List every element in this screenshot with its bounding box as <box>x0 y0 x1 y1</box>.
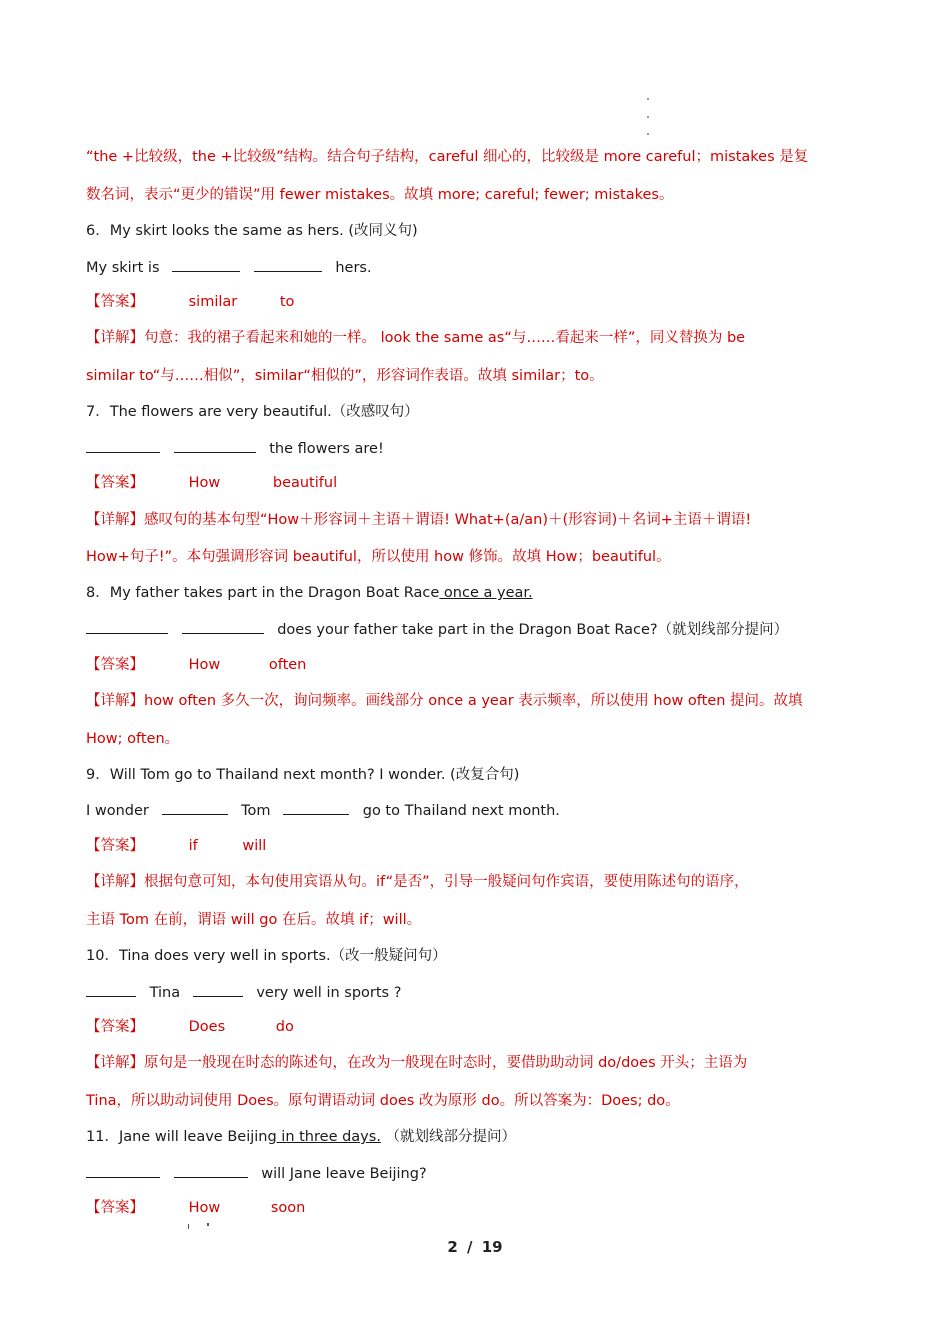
question-text: 8．My father takes part in the Dragon Boat Race <box>86 585 440 601</box>
answer-line <box>86 1017 294 1037</box>
answer-label: 【答案】 <box>86 1019 144 1035</box>
question-text: 11．Jane will leave Beijing <box>86 1129 277 1145</box>
answer-blank[interactable] <box>174 438 256 453</box>
answer-blank[interactable] <box>86 982 136 997</box>
answer-blank[interactable] <box>86 438 160 453</box>
prompt-text: My skirt is <box>86 260 160 276</box>
underlined-phrase: in three days. <box>276 1129 381 1145</box>
question-9: 9．Will Tom go to Thailand next month? I wonder. (改复合句) <box>86 767 520 783</box>
prompt-text: Tom <box>241 803 271 819</box>
prompt-text: go to Thailand next month. <box>362 803 560 819</box>
page-separator: / <box>467 1238 473 1256</box>
answer-value: if <box>188 838 198 854</box>
answer-blank[interactable] <box>174 1163 248 1178</box>
explanation-line: Tina，所以助动词使用 Does。原句谓语动词 does 改为原形 do。所以答案为：Does; do。 <box>86 1093 680 1109</box>
answer-label: 【答案】 <box>86 657 144 673</box>
explanation-line: 【详解】原句是一般现在时态的陈述句，在改为一般现在时态时，要借助助动词 do/does 开头；主语为 <box>86 1055 748 1071</box>
question-6: 6．My skirt looks the same as hers. (改同义句) <box>86 223 418 239</box>
stray-mark <box>207 1223 209 1226</box>
question-7-prompt <box>86 438 384 459</box>
prompt-text: does your father take part in the Dragon Boat Race?（就划线部分提问） <box>277 622 789 638</box>
question-10: 10．Tina does very well in sports.（改一般疑问句） <box>86 948 447 964</box>
explanation-line: 【详解】根据句意可知，本句使用宾语从句。if“是否”，引导一般疑问句作宾语，要使用陈述句的语序， <box>86 874 749 890</box>
explanation-line: How+句子!”。本句强调形容词 beautiful，所以使用 how 修饰。故填 How；beautiful。 <box>86 549 671 565</box>
explanation-line: similar to“与……相似”，similar“相似的”，形容词作表语。故填 similar；to。 <box>86 368 604 384</box>
answer-blank[interactable] <box>86 1163 160 1178</box>
prompt-text: will Jane leave Beijing? <box>261 1166 427 1182</box>
prompt-text: hers. <box>335 260 372 276</box>
answer-value: to <box>279 294 295 310</box>
answer-line <box>86 836 266 856</box>
question-10-prompt <box>86 982 401 1003</box>
answer-value: do <box>275 1019 294 1035</box>
question-7: 7．The flowers are very beautiful.（改感叹句） <box>86 404 419 420</box>
answer-value: will <box>242 838 267 854</box>
explanation-line: 主语 Tom 在前，谓语 will go 在后。故填 if；will。 <box>86 912 422 928</box>
answer-blank[interactable] <box>172 257 240 272</box>
answer-value: Does <box>188 1019 226 1035</box>
answer-label: 【答案】 <box>86 1200 144 1216</box>
prompt-text: very well in sports ? <box>256 985 402 1001</box>
answer-label: 【答案】 <box>86 838 144 854</box>
answer-line <box>86 473 337 493</box>
answer-value: beautiful <box>272 475 338 491</box>
answer-line <box>86 655 306 675</box>
explanation-line: How; often。 <box>86 731 180 747</box>
question-8 <box>86 583 533 603</box>
stray-mark <box>647 98 649 100</box>
underlined-phrase: once a year. <box>439 585 533 601</box>
answer-value: How <box>188 657 221 673</box>
explanation-line: 数名词，表示“更少的错误”用 fewer mistakes。故填 more; careful; fewer; mistakes。 <box>86 187 674 203</box>
page-number <box>0 1238 950 1256</box>
answer-value: How <box>188 1200 221 1216</box>
answer-line <box>86 292 294 312</box>
prompt-text: I wonder <box>86 803 149 819</box>
question-text: （就划线部分提问） <box>380 1129 517 1145</box>
question-11-prompt <box>86 1163 427 1184</box>
explanation-line: “the +比较级，the +比较级”结构。结合句子结构，careful 细心的，比较级是 more careful；mistakes 是复 <box>86 149 809 165</box>
stray-mark <box>188 1224 189 1229</box>
question-9-prompt <box>86 800 560 821</box>
prompt-text: Tina <box>149 985 181 1001</box>
question-8-prompt <box>86 619 788 640</box>
explanation-line: 【详解】how often 多久一次，询问频率。画线部分 once a year 表示频率，所以使用 how often 提问。故填 <box>86 693 803 709</box>
answer-value: often <box>268 657 307 673</box>
answer-blank[interactable] <box>162 800 228 815</box>
explanation-line: 【详解】感叹句的基本句型“How＋形容词＋主语＋谓语! What+(a/an)＋(形容词)＋名词+主语＋谓语! <box>86 512 752 528</box>
answer-blank[interactable] <box>254 257 322 272</box>
stray-mark <box>647 116 649 118</box>
total-pages: 19 <box>481 1238 503 1256</box>
stray-mark <box>647 133 649 135</box>
current-page: 2 <box>447 1238 458 1256</box>
answer-blank[interactable] <box>193 982 243 997</box>
answer-blank[interactable] <box>86 619 168 634</box>
answer-blank[interactable] <box>283 800 349 815</box>
prompt-text: the flowers are! <box>269 441 384 457</box>
answer-line <box>86 1198 305 1218</box>
question-11 <box>86 1127 516 1147</box>
answer-blank[interactable] <box>182 619 264 634</box>
explanation-line: 【详解】句意：我的裙子看起来和她的一样。 look the same as“与……看起来一样”，同义替换为 be <box>86 330 746 346</box>
answer-value: similar <box>188 294 238 310</box>
question-6-prompt <box>86 257 372 278</box>
answer-label: 【答案】 <box>86 294 144 310</box>
answer-value: soon <box>270 1200 306 1216</box>
answer-value: How <box>188 475 221 491</box>
answer-label: 【答案】 <box>86 475 144 491</box>
